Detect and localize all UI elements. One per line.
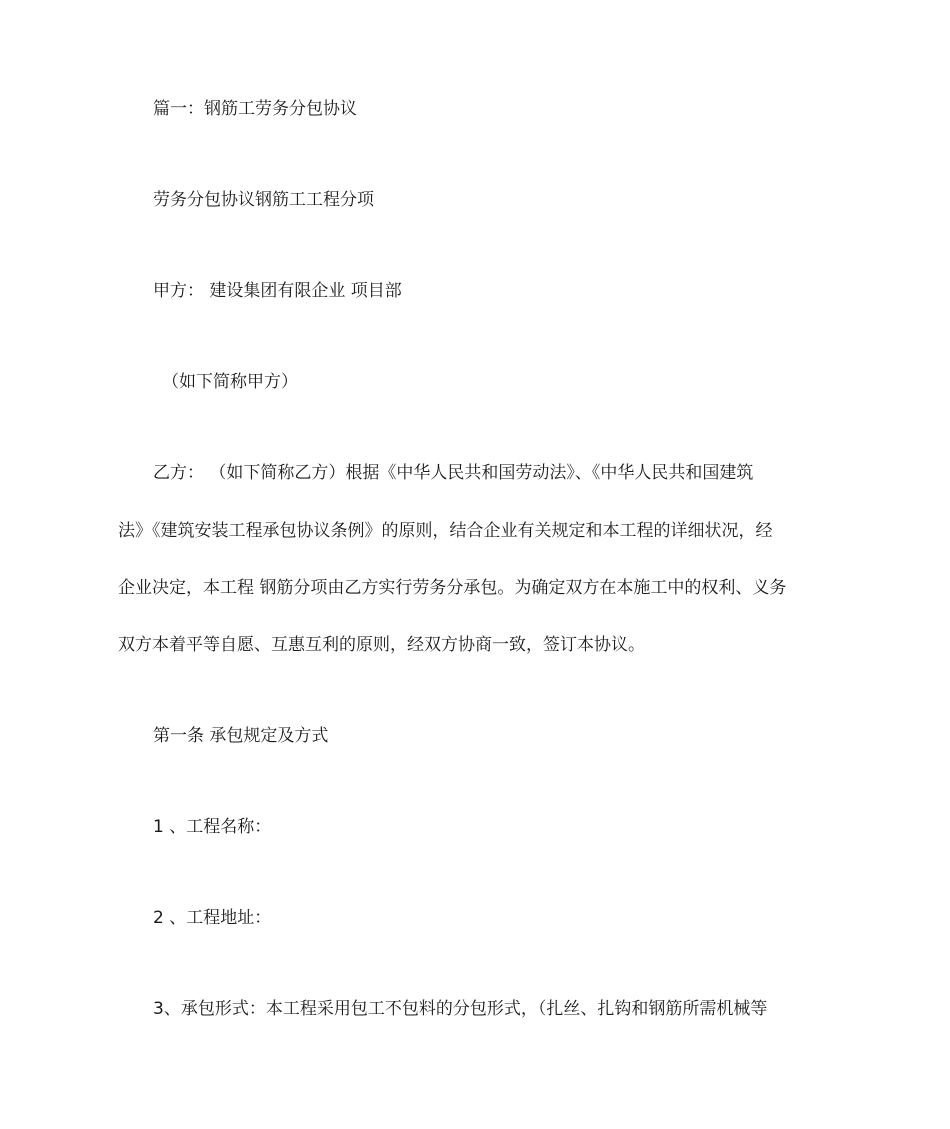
item-1-project-name: 1 、工程名称： <box>153 817 272 837</box>
party-a-line: 甲方： 建设集团有限企业 项目部 <box>153 281 402 301</box>
item-3-contract-form: 3、承包形式：本工程采用包工不包料的分包形式，（扎丝、扎钩和钢筋所需机械等 <box>153 999 768 1019</box>
item-2-project-address: 2 、工程地址： <box>153 908 272 928</box>
intro-line-4: 双方本着平等自愿、互惠互利的原则，经双方协商一致，签订本协议。 <box>118 635 645 655</box>
party-a-note: （如下简称甲方） <box>162 372 298 392</box>
intro-line-3: 企业决定，本工程 钢筋分项由乙方实行劳务分承包。为确定双方在本施工中的权利、义务 <box>118 578 787 598</box>
intro-line-2: 法》《建筑安装工程承包协议条例》的原则，结合企业有关规定和本工程的详细状况，经 <box>118 521 773 541</box>
document-title: 篇一：钢筋工劳务分包协议 <box>153 99 357 119</box>
document-subtitle: 劳务分包协议钢筋工工程分项 <box>153 190 374 210</box>
article-1-heading: 第一条 承包规定及方式 <box>153 726 329 746</box>
intro-line-1: 乙方： （如下简称乙方）根据《中华人民共和国劳动法》、《中华人民共和国建筑 <box>153 463 754 483</box>
